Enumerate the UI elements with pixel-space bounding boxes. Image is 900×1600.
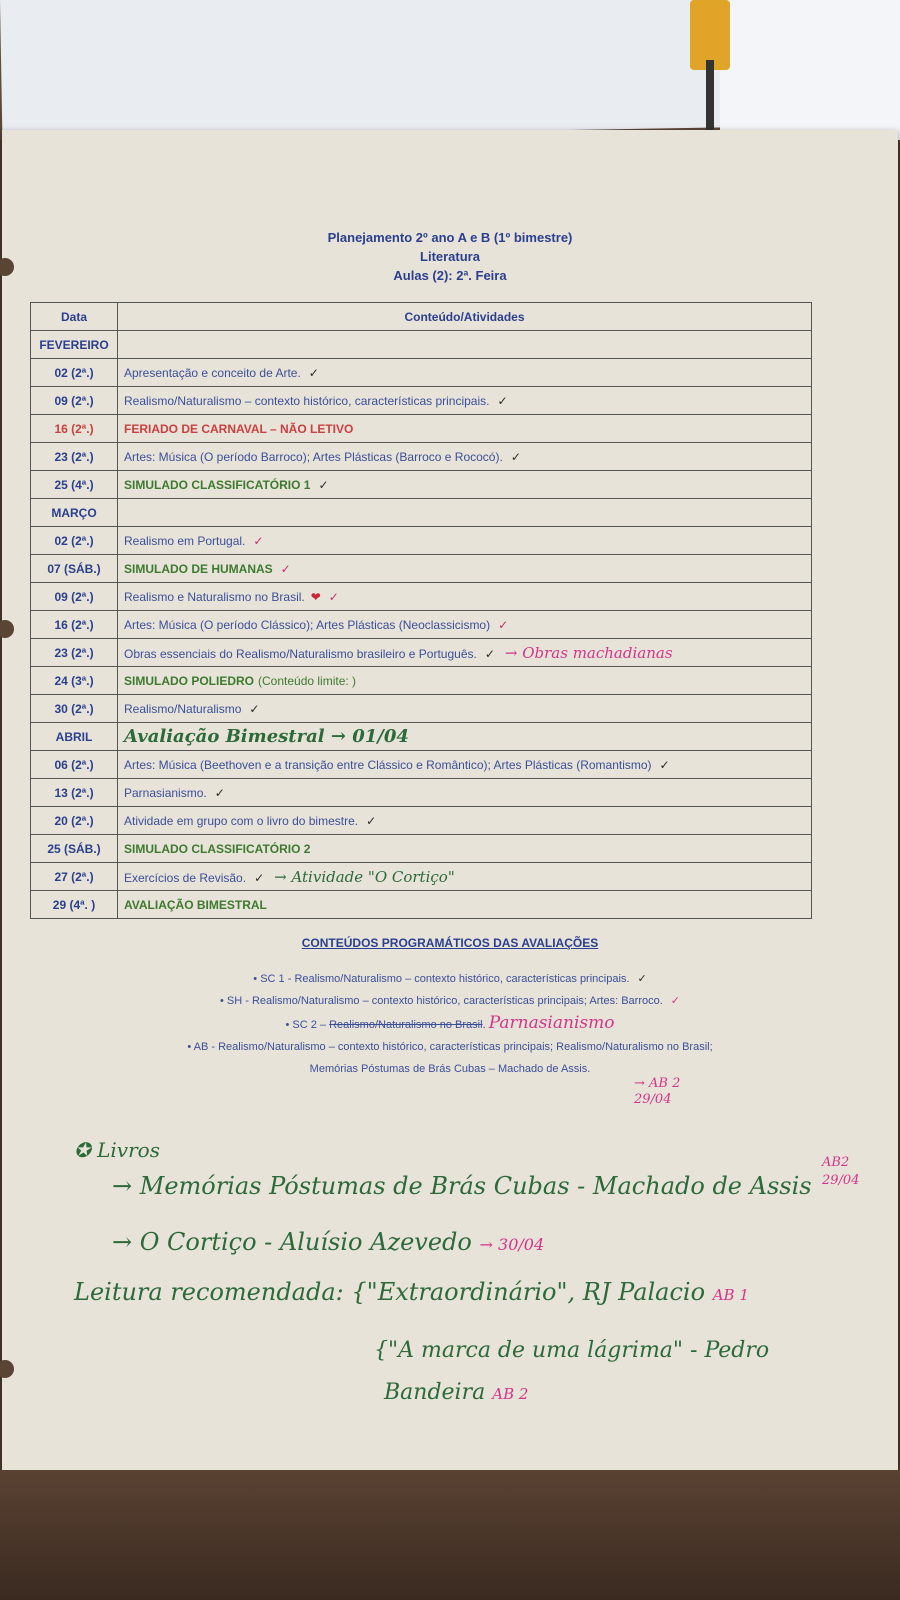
evaluation-contents [2,968,898,1107]
content-text: FERIADO DE CARNAVAL – NÃO LETIVO [124,421,354,436]
row-content [118,723,812,751]
row-date: 27 (2ª.) [31,863,118,891]
table-row [31,415,812,443]
rec1-note: AB 1 [712,1286,749,1304]
table-header-row [31,303,812,331]
content-text: Apresentação e conceito de Arte. [124,365,301,380]
livros-label: Livros [97,1138,160,1162]
heart-icon: ❤ [310,589,321,604]
row-date: 25 (4ª.) [31,471,118,499]
row-date: 02 (2ª.) [31,359,118,387]
rec2b-text: Bandeira [384,1380,486,1405]
table-row [31,723,812,751]
row-content [118,779,812,807]
row-content [118,387,812,415]
content-text: Parnasianismo. [124,785,207,800]
check-mark: ✓ [249,701,260,716]
row-content [118,443,812,471]
row-content [118,667,812,695]
content-text: Realismo em Portugal. [124,533,246,548]
handwritten-book1: → Memórias Póstumas de Brás Cubas - Machado de Assis [112,1172,812,1200]
table-row [31,835,812,863]
table-row [31,695,812,723]
row-content [118,583,812,611]
content-text: Realismo/Naturalismo [124,701,242,716]
content-text: Realismo e Naturalismo no Brasil. [124,589,305,604]
bullet-text: SC 1 - Realismo/Naturalismo – contexto histórico, características principais. [260,973,630,985]
handwritten-note: → Obras machadianas [504,643,673,662]
check-mark: ✓ [637,972,647,985]
note-ab2: AB2 [822,1155,850,1170]
row-date: 23 (2ª.) [31,639,118,667]
table-row [31,779,812,807]
row-content [118,331,812,359]
content-text: Obras essenciais do Realismo/Naturalismo brasileiro e Português. [124,646,477,661]
list-item: • SC 1 - Realismo/Naturalismo – contexto histórico, características principais. ✓ [253,972,647,985]
check-mark: ✓ [670,994,681,1007]
content-text: Atividade em grupo com o livro do bimestre. [124,813,359,828]
header-content: Conteúdo/Atividades [118,303,812,331]
background-bottom [0,1470,900,1600]
header-date: Data [31,303,118,331]
check-mark: ✓ [498,617,509,632]
content-text: Artes: Música (Beethoven e a transição entre Clássico e Romântico); Artes Plásticas (Romantismo) [124,757,652,772]
row-content [118,695,812,723]
check-mark: ✓ [308,365,319,380]
check-mark: ✓ [280,561,291,576]
content-text: Artes: Música (O período Clássico); Artes Plásticas (Neoclassicismo) [124,617,491,632]
row-date: 06 (2ª.) [31,751,118,779]
list-item: • SH - Realismo/Naturalismo – contexto histórico, características principais; Artes: Barroco. ✓ [219,994,681,1007]
list-item [2,1058,898,1080]
handwritten-note: → Atividade "O Cortiço" [274,867,455,886]
content-text: SIMULADO POLIEDRO [124,673,255,688]
row-content [118,415,812,443]
handwritten-note: Parnasianismo [488,1013,615,1033]
table-row [31,359,812,387]
row-content [118,471,812,499]
content-text: Exercícios de Revisão. [124,870,247,885]
table-row [31,611,812,639]
handwritten-book1-note [822,1154,859,1190]
punch-hole [0,1360,14,1378]
title-line-1: Planejamento 2º ano A e B (1º bimestre) [327,230,573,245]
handwritten-note [634,1076,680,1108]
table-row [31,639,812,667]
handwritten-rec2: {"A marca de uma lágrima" - Pedro [374,1338,770,1363]
row-date: 30 (2ª.) [31,695,118,723]
content-text: Artes: Música (O período Barroco); Artes Plásticas (Barroco e Rococó). [124,449,503,464]
table-row [31,751,812,779]
table-row [31,583,812,611]
note-ab2: → AB 2 [634,1076,681,1091]
check-mark: ✓ [484,646,495,661]
row-date: 13 (2ª.) [31,779,118,807]
title-line-2: Literatura [420,249,480,264]
row-date: MARÇO [31,499,118,527]
table-row [31,443,812,471]
row-date: 09 (2ª.) [31,387,118,415]
book2-note: → 30/04 [479,1235,545,1254]
planning-table [30,302,812,919]
table-row [31,807,812,835]
check-mark: ✓ [318,477,329,492]
row-date: 16 (2ª.) [31,611,118,639]
bullet-text: Memórias Póstumas de Brás Cubas – Machado de Assis. [309,1063,591,1075]
section-title: CONTEÚDOS PROGRAMÁTICOS DAS AVALIAÇÕES [301,936,599,950]
table-row [31,387,812,415]
check-mark: ✓ [659,757,670,772]
row-date: 16 (2ª.) [31,415,118,443]
table-row [31,863,812,891]
rec1-text: {"Extraordinário", RJ Palacio [351,1278,706,1306]
table-row [31,555,812,583]
handwritten-evaluation: Avaliação Bimestral → 01/04 [124,726,409,747]
content-text: SIMULADO CLASSIFICATÓRIO 1 [124,477,311,492]
row-content [118,359,812,387]
bullet-text: SH - Realismo/Naturalismo – contexto histórico, características principais; Artes: Barroco. [226,995,663,1007]
list-item: • AB - Realismo/Naturalismo – contexto histórico, características principais; Realismo/Naturalismo no Brasil; [187,1041,713,1053]
handwritten-livros [74,1138,160,1162]
handwritten-rec2b [384,1380,528,1405]
under-sheet-right [720,0,900,140]
content-text: SIMULADO CLASSIFICATÓRIO 2 [124,841,311,856]
table-row [31,331,812,359]
check-mark: ✓ [328,589,339,604]
handwritten-book2 [112,1228,544,1256]
list-item: • SC 2 – Realismo/Naturalismo no Brasil. Parnasianismo [285,1013,615,1033]
row-content [118,499,812,527]
note-date: 29/04 [634,1092,672,1107]
row-date: 02 (2ª.) [31,527,118,555]
strikethrough-text: Realismo/Naturalismo no Brasil [329,1019,483,1031]
row-content [118,891,812,919]
content-text: AVALIAÇÃO BIMESTRAL [124,897,267,912]
book2-text: → O Cortiço - Aluísio Azevedo [112,1228,472,1256]
check-mark: ✓ [366,813,377,828]
binder-clip-wire [706,60,714,140]
row-date: 25 (SÁB.) [31,835,118,863]
row-content [118,863,812,891]
bullet-text: AB - Realismo/Naturalismo – contexto histórico, características principais; Realismo/Naturalismo no Brasil; [193,1041,713,1053]
table-row [31,499,812,527]
punch-hole [0,620,14,638]
content-extra: (Conteúdo limite: ) [258,673,357,688]
row-date: 07 (SÁB.) [31,555,118,583]
document-title [2,228,898,285]
rec2-note: AB 2 [492,1385,529,1403]
row-content [118,751,812,779]
star-icon: ✪ [74,1138,98,1162]
content-text: Realismo/Naturalismo – contexto histórico, características principais. [124,393,490,408]
row-content [118,835,812,863]
row-date: FEVEREIRO [31,331,118,359]
note-date: 29/04 [822,1173,860,1188]
row-date: 23 (2ª.) [31,443,118,471]
row-date: ABRIL [31,723,118,751]
check-mark: ✓ [254,870,265,885]
row-date: 20 (2ª.) [31,807,118,835]
table-row [31,471,812,499]
row-content [118,555,812,583]
table-row [31,667,812,695]
row-content [118,527,812,555]
check-mark: ✓ [214,785,225,800]
title-line-3: Aulas (2): 2ª. Feira [393,268,507,283]
row-date: 29 (4ª. ) [31,891,118,919]
row-content [118,807,812,835]
bullet-text: SC 2 – [292,1019,330,1031]
table-row [31,891,812,919]
content-text: SIMULADO DE HUMANAS [124,561,273,576]
check-mark: ✓ [253,533,264,548]
check-mark: ✓ [510,449,521,464]
leitura-label: Leitura recomendada: [74,1278,344,1306]
row-content [118,639,812,667]
row-content [118,611,812,639]
handwritten-reading [74,1278,749,1306]
table-row [31,527,812,555]
paper-sheet [2,130,898,1470]
row-date: 24 (3ª.) [31,667,118,695]
row-date: 09 (2ª.) [31,583,118,611]
check-mark: ✓ [497,393,508,408]
